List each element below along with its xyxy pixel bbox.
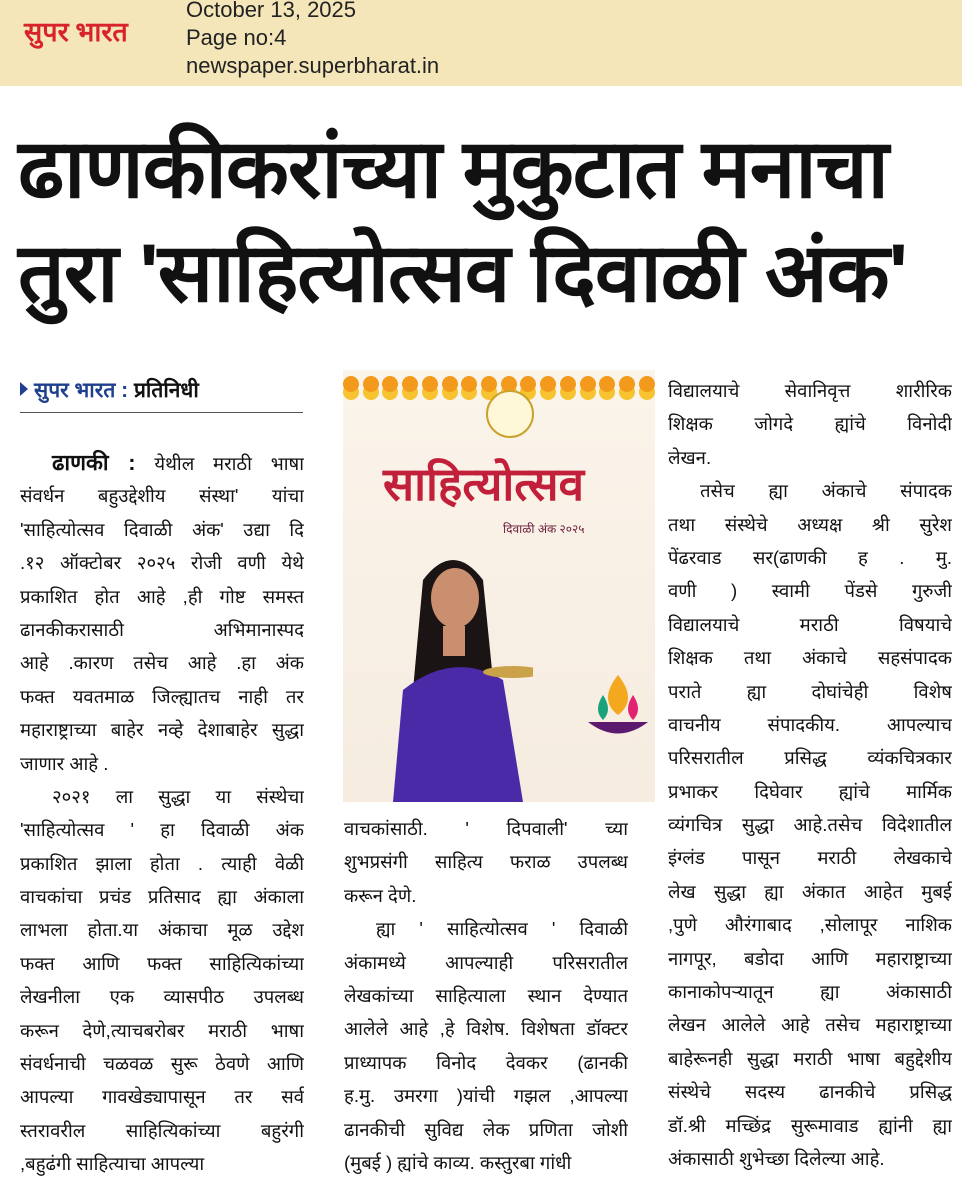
newspaper-logo: सुपर भारत bbox=[24, 17, 128, 47]
article-text-line: .१२ ऑक्टोबर २०२५ रोजी वणी येथे bbox=[20, 552, 304, 574]
organisation-emblem-icon bbox=[486, 390, 534, 438]
article-text-line: प्रभाकर दिघेवार ह्यांचे मार्मिक bbox=[668, 780, 952, 802]
article-text-line: प्राध्यापक विनोद देवकर (ढानकी bbox=[344, 1051, 628, 1073]
article-column-1 bbox=[20, 446, 304, 1181]
article-text-line: (मुबई ) ह्यांचे काव्य. कस्तुरबा गांधी bbox=[344, 1151, 572, 1173]
article-text-line: व्यंगचित्र सुद्धा आहे.तसेच विदेशातील bbox=[668, 814, 952, 836]
article-text: येथील मराठी भाषा bbox=[154, 453, 304, 474]
article-text-line: 'साहित्योत्सव दिवाळी अंक' उद्या दि bbox=[20, 518, 304, 540]
article-text-line: संवर्धनाची चळवळ सुरू ठेवणे आणि bbox=[20, 1053, 304, 1075]
cover-image bbox=[343, 370, 655, 802]
headline-line-2: तुरा 'साहित्योत्सव दिवाळी अंक' bbox=[18, 228, 908, 319]
article-text-line: आपल्या गावखेड्यापासून तर सर्व bbox=[20, 1086, 304, 1108]
article-text-line: प्रकाशित झाला होता . त्याही वेळी bbox=[20, 852, 304, 874]
article-text-line: वणी ) स्वामी पेंडसे गुरुजी bbox=[668, 580, 952, 602]
article-text-line: पराते ह्या दोघांचेही विशेष bbox=[668, 680, 952, 702]
edition-meta bbox=[186, 0, 439, 80]
article-text-line: तसेच ह्या अंकाचे संपादक bbox=[700, 480, 952, 502]
triangle-bullet-icon bbox=[20, 382, 28, 396]
article-text-line: परिसरातील प्रसिद्ध व्यंकचित्रकार bbox=[668, 747, 952, 769]
article-text-line: लाभला होता.या अंकाचा मूळ उद्देश bbox=[20, 919, 304, 941]
article-text-line: लेख सुद्धा ह्या अंकात आहेत मुबई bbox=[668, 880, 952, 902]
article-text-line: ह्या ' साहित्योत्सव ' दिवाळी bbox=[376, 918, 628, 940]
byline bbox=[20, 376, 303, 413]
article-text-line: लेखन. bbox=[668, 446, 712, 468]
article-text-line: स्तरावरील साहित्यिकांच्या बहुरंगी bbox=[20, 1119, 304, 1141]
article-text-line: डॉ.श्री मच्छिंद्र सुरूमावाड ह्यांनी ह्या bbox=[668, 1114, 952, 1136]
article-text-line: संस्थेचे सदस्य ढानकीचे प्रसिद्ध bbox=[668, 1081, 952, 1103]
dateline: ढाणकी : bbox=[52, 450, 136, 475]
article-text-line: ह.मु. उमरगा )यांची गझल ,आपल्या bbox=[344, 1085, 628, 1107]
article-column-3 bbox=[668, 374, 952, 1175]
article-text-line: 'साहित्योत्सव ' हा दिवाळी अंक bbox=[20, 819, 304, 841]
article-text-line: इंग्लंड पासून मराठी लेखकाचे bbox=[668, 847, 952, 869]
byline-author: प्रतिनिधी bbox=[133, 379, 199, 402]
article-text-line: फक्त आणि फक्त साहित्यिकांच्या bbox=[20, 952, 304, 974]
article-text-line: बाहेरूनही सुद्धा मराठी भाषा बहुद्देशीय bbox=[668, 1047, 952, 1069]
article-text-line: विद्यालयाचे सेवानिवृत्त शारीरिक bbox=[668, 380, 952, 401]
article-text-line: फक्त यवतमाळ जिल्ह्यातच नाही तर bbox=[20, 685, 304, 707]
cover-subtitle: दिवाळी अंक २०२५ bbox=[503, 522, 585, 536]
article-text-line: संवर्धन बहुउद्देशीय संस्था' यांचा bbox=[20, 485, 304, 507]
article-text-line: करून देणे,त्याचबरोबर मराठी भाषा bbox=[20, 1019, 304, 1041]
article-text-line: ढानकीकरासाठी अभिमानास्पद bbox=[20, 618, 304, 640]
article-text-line: करून देणे. bbox=[344, 884, 417, 906]
article-text-line: लेखनीला एक व्यासपीठ उपलब्ध bbox=[20, 986, 304, 1008]
article-text-line: नागपूर, बडोदा आणि महाराष्ट्राच्या bbox=[668, 947, 952, 969]
article-text-line: कानाकोपऱ्यातून ह्या अंकासाठी bbox=[668, 981, 952, 1003]
site-url[interactable]: newspaper.superbharat.in bbox=[186, 53, 440, 78]
diya-art-icon bbox=[588, 670, 648, 740]
article-text-line: तथा संस्थेचे अध्यक्ष श्री सुरेश bbox=[668, 513, 952, 535]
article-text-line: वाचनीय संपादकीय. आपल्याच bbox=[668, 713, 952, 735]
article-text-line: ढानकीची सुविद्य लेक प्रणिता जोशी bbox=[344, 1118, 628, 1140]
article-text-line: लेखकांच्या साहित्याला स्थान देण्यात bbox=[344, 984, 628, 1006]
article-column-2 bbox=[344, 812, 628, 1179]
article-text-line: जाणार आहे . bbox=[20, 752, 109, 774]
article-text-line: विद्यालयाचे मराठी विषयाचे bbox=[668, 613, 952, 635]
cover-title: साहित्योत्सव bbox=[383, 459, 585, 510]
article-text-line: ,पुणे औरंगाबाद ,सोलापूर नाशिक bbox=[668, 914, 952, 936]
article-text-line: अंकामध्ये आपल्याही परिसरातील bbox=[344, 951, 628, 973]
page-number: Page no:4 bbox=[186, 25, 287, 50]
article-text-line: आहे .कारण तसेच आहे .हा अंक bbox=[20, 652, 304, 674]
article-text-line: वाचकांसाठी. ' दिपवाली' च्या bbox=[344, 818, 628, 839]
article-text-line: शिक्षक तथा अंकाचे सहसंपादक bbox=[668, 647, 952, 669]
byline-source: सुपर भारत : bbox=[34, 379, 129, 402]
article-text-line: २०२१ ला सुद्धा या संस्थेचा bbox=[52, 785, 304, 807]
article-text-line: प्रकाशित होत आहे ,ही गोष्ट समस्त bbox=[20, 585, 304, 607]
article-text-line: आलेले आहे ,हे विशेष. विशेषता डॉक्टर bbox=[344, 1018, 628, 1040]
article-text-line: शिक्षक जोगदे ह्यांचे विनोदी bbox=[668, 413, 952, 435]
woman-with-diya-plate-illustration bbox=[373, 540, 533, 802]
article-text-line: महाराष्ट्राच्या बाहेर नव्हे देशाबाहेर सुद्धा bbox=[20, 719, 304, 741]
article-text-line: शुभप्रसंगी साहित्य फराळ उपलब्ध bbox=[344, 851, 628, 873]
article-text-line: लेखन आलेले आहे तसेच महाराष्ट्राच्या bbox=[668, 1014, 952, 1036]
masthead-band bbox=[0, 0, 962, 86]
headline-line-1: ढाणकीकरांच्या मुकुटात मनाचा bbox=[18, 124, 888, 215]
edition-date: October 13, 2025 bbox=[186, 0, 357, 22]
article-headline bbox=[18, 118, 948, 326]
article-text-line: पेंढरवाड सर(ढाणकी ह . मु. bbox=[668, 546, 952, 568]
article-text-line: ,बहुढंगी साहित्याचा आपल्या bbox=[20, 1153, 205, 1175]
article-text-line bbox=[20, 446, 304, 479]
article-text-line: वाचकांचा प्रचंड प्रतिसाद ह्या अंकाला bbox=[20, 886, 304, 908]
article-text-line: अंकासाठी शुभेच्छा दिलेल्या आहे. bbox=[668, 1147, 885, 1169]
